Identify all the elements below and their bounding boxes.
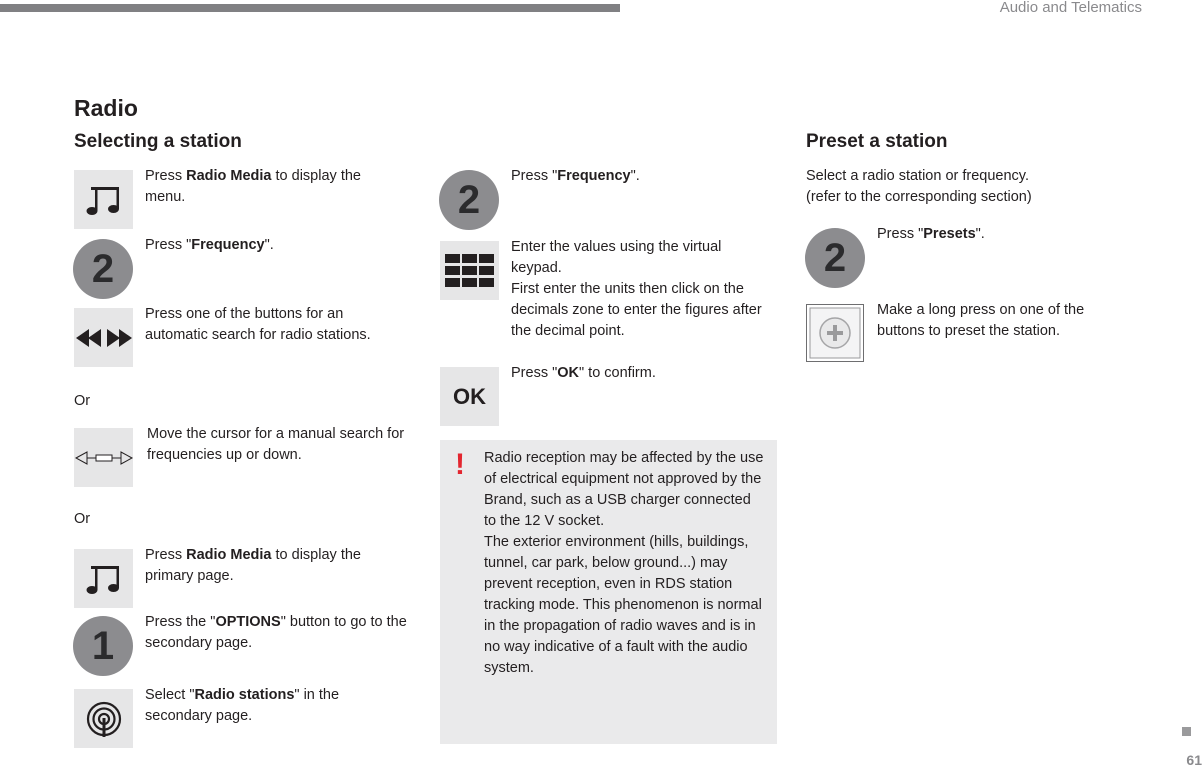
step-press-frequency: Press "Frequency".: [145, 237, 274, 253]
step-number-badge: 2: [73, 239, 133, 299]
step-options-button: Press the "OPTIONS" button to go to the secondary page.: [145, 614, 407, 651]
or-label: Or: [74, 511, 91, 527]
step-press-frequency: Press "Frequency".: [511, 168, 640, 184]
radio-stations-icon-box: [74, 689, 133, 748]
music-icon-box: [74, 549, 133, 608]
step-long-press: Make a long press on one of the buttons to preset the station.: [877, 302, 1085, 339]
step-manual-search: Move the cursor for a manual search for frequencies up or down.: [147, 426, 405, 463]
step-radio-media-primary: Press Radio Media to display the primary page.: [145, 547, 361, 584]
preset-button-icon-box: [806, 304, 864, 362]
frequency-slider-icon: [75, 451, 133, 465]
warning-text: Radio reception may be affected by the use of electrical equipment not approved by the Brand, such as a USB charger connected to the 12 V socket. The exterior environment (hills, buildings, tunnel, car park, below ground...) may prevent reception, even in RDS station tracking mode. This phenomenon is normal in the propagation of radio waves and is in no way indicative of a fault with the audio system.: [484, 450, 764, 676]
slider-icon-box: [74, 428, 133, 487]
step-number-badge: 1: [73, 616, 133, 676]
step-select-radio-stations: Select "Radio stations" in the secondary page.: [145, 687, 340, 724]
music-icon-box: [74, 170, 133, 229]
step-number-badge: 2: [439, 170, 499, 230]
step-automatic-search: Press one of the buttons for an automatic search for radio stations.: [145, 306, 371, 343]
step-press-presets: Press "Presets".: [877, 226, 985, 242]
music-note-icon: [85, 562, 123, 596]
preset-title: Preset a station: [806, 131, 948, 152]
step-press-ok: Press "OK" to confirm.: [511, 365, 656, 381]
ok-icon-box: [440, 367, 499, 426]
step-enter-values: Enter the values using the virtual keypad. First enter the units then click on the decimals zone to enter the figures after the decimal point.: [511, 239, 762, 339]
music-note-icon: [85, 183, 123, 217]
step-number-badge: 2: [805, 228, 865, 288]
ok-icon: OK: [453, 383, 486, 409]
warning-icon: !: [455, 448, 465, 481]
selecting-title: Selecting a station: [74, 131, 242, 152]
page-title: Radio: [74, 95, 138, 121]
section-title: Audio and Telematics: [999, 0, 1142, 16]
radio-signal-icon: [86, 701, 122, 737]
or-label: Or: [74, 393, 91, 409]
seek-icon-box: [74, 308, 133, 367]
header-bar: [0, 4, 620, 12]
step-radio-media-menu: Press Radio Media to display the menu.: [145, 168, 361, 205]
preset-intro: Select a radio station or frequency. (refer to the corresponding section): [806, 168, 1032, 205]
preset-add-icon: [808, 306, 862, 360]
page-number: 61: [1186, 752, 1202, 768]
seek-buttons-icon: [76, 328, 132, 348]
page-marker: [1182, 727, 1191, 736]
keypad-icon: [445, 254, 495, 288]
keypad-icon-box: [440, 241, 499, 300]
